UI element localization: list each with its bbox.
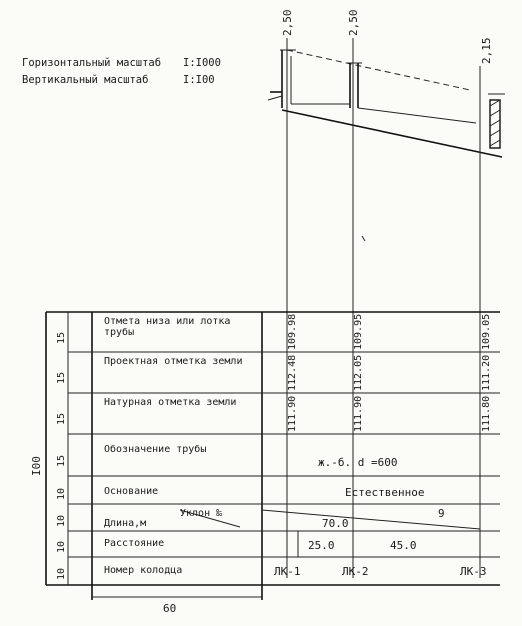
- natural-ground-1: 111.90: [287, 395, 298, 432]
- well-3-hatch: [490, 110, 500, 116]
- pipe-bottom-2: 109.95: [353, 313, 364, 350]
- horizontal-scale-label: Горизонтальный масштаб: [22, 57, 162, 69]
- pipe-bottom-1: 109.98: [287, 313, 298, 350]
- horizontal-scale-value: I:I000: [183, 57, 221, 69]
- design-ground-3: 111.20: [481, 354, 492, 391]
- well-3-hatch: [490, 120, 500, 126]
- design-ground-1: 112.48: [287, 354, 298, 391]
- well-number-3: ЛК-3: [460, 565, 487, 578]
- row-height-7: 10: [56, 540, 67, 553]
- stray-mark: [362, 236, 365, 241]
- row-height-2: 15: [56, 371, 67, 384]
- row-label-slope: Уклон ‰: [180, 508, 223, 519]
- profile-table: [30, 312, 500, 615]
- natural-ground-2: 111.90: [353, 395, 364, 432]
- pipe-bottom-3: 109.05: [481, 313, 492, 350]
- row-label-distance: Расстояние: [104, 538, 165, 549]
- vertical-scale-value: I:I00: [183, 74, 215, 86]
- row-label-length: Длина,м: [104, 518, 147, 529]
- depth-label-1: 2,50: [281, 9, 294, 36]
- ground-line: [287, 50, 470, 90]
- header-width-value: 60: [163, 602, 177, 615]
- slope-value: 9: [438, 507, 445, 520]
- row-label-pipe-bottom: Отмета низа или лотка трубы: [104, 316, 231, 338]
- row-label-pipe-designation: Обозначение трубы: [104, 444, 207, 455]
- row-label-base: Основание: [104, 486, 159, 497]
- vertical-scale-label: Вертикальный масштаб: [22, 74, 149, 86]
- row-height-6: 10: [56, 514, 67, 527]
- well-3-hatch: [490, 100, 500, 106]
- scale-notes: [22, 57, 221, 86]
- depth-label-2: 2,50: [347, 9, 360, 36]
- pipe-bottom: [282, 110, 502, 157]
- well-number-1: ЛК-1: [274, 565, 301, 578]
- row-height-3: 15: [56, 412, 67, 425]
- depth-label-3: 2,15: [480, 37, 493, 64]
- slope-diagonal: [262, 510, 480, 529]
- row-height-5: 10: [56, 487, 67, 500]
- distance-value-1: 25.0: [308, 539, 335, 552]
- distance-value-2: 45.0: [390, 539, 417, 552]
- length-value: 70.0: [322, 517, 349, 530]
- row-label-natural-ground: Натурная отметка земли: [104, 397, 237, 408]
- well-3-hatch: [490, 140, 500, 146]
- row-height-1: 15: [56, 331, 67, 344]
- row-label-design-ground: Проектная отметка земли: [104, 356, 243, 367]
- well-1-inlet-stub: [268, 96, 282, 100]
- base-value: Естественное: [345, 486, 425, 499]
- depth-labels: [281, 10, 493, 65]
- row-height-4: 15: [56, 454, 67, 467]
- well-3-hatch: [490, 130, 500, 136]
- well-number-2: ЛК-2: [342, 565, 369, 578]
- pipe-designation-value: ж.-б. d =600: [318, 456, 398, 469]
- natural-ground-3: 111.80: [481, 395, 492, 432]
- pipe-top-2: [358, 108, 476, 123]
- row-height-8: 10: [56, 567, 67, 580]
- table-total-height: I00: [30, 456, 43, 476]
- design-ground-2: 112.05: [353, 354, 364, 391]
- row-label-well-number: Номер колодца: [104, 565, 183, 576]
